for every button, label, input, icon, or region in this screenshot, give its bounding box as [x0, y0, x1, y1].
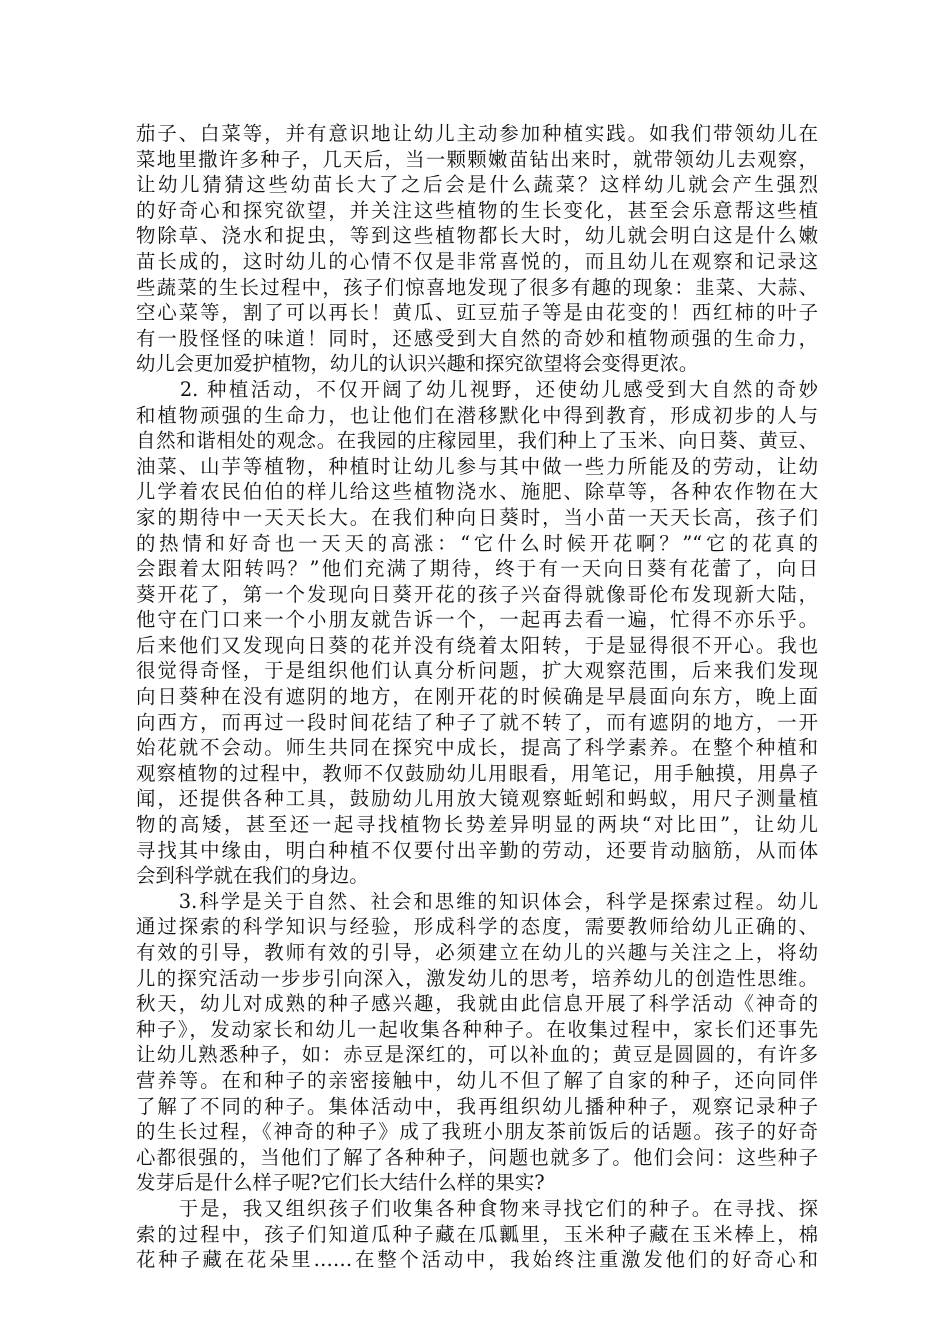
text-line: 秋天，幼儿对成熟的种子感兴趣，我就由此信息开展了科学活动《神奇的 — [136, 992, 818, 1016]
text-line: 菜地里撒许多种子，几天后，当一颗颗嫩苗钻出来时，就带领幼儿去观察， — [136, 147, 818, 171]
text-line: 和植物顽强的生命力，也让他们在潜移默化中得到教育，形成初步的人与 — [136, 403, 818, 427]
text-line: 物的高矮，甚至还一起寻找植物长势差异明显的两块“对比田”，让幼儿 — [136, 813, 818, 837]
text-line: 葵开花了，第一个发现向日葵开花的孩子兴奋得就像哥伦布发现新大陆， — [136, 582, 818, 606]
text-line: 会跟着太阳转吗？”他们充满了期待，终于有一天向日葵有花蕾了，向日 — [136, 557, 818, 581]
text-line: 会到科学就在我们的身边。 — [136, 864, 369, 888]
text-line: 后来他们又发现向日葵的花并没有绕着太阳转，于是显得很不开心。我也 — [136, 633, 818, 657]
text-line: 茄子、白菜等，并有意识地让幼儿主动参加种植实践。如我们带领幼儿在 — [136, 122, 818, 145]
text-line: 观察植物的过程中，教师不仅鼓励幼儿用眼看，用笔记，用手触摸，用鼻子 — [136, 761, 818, 785]
text-line: 儿学着农民伯伯的样儿给这些植物浇水、施肥、除草等，各种农作物在大 — [136, 480, 818, 504]
text-line: 向日葵种在没有遮阴的地方，在刚开花的时候确是早晨面向东方，晚上面 — [136, 685, 818, 709]
text-line: 的生长过程，《神奇的种子》成了我班小朋友茶前饭后的话题。孩子的好奇 — [136, 1120, 818, 1144]
text-line: 心都很强的，当他们了解了各种种子，问题也就多了。他们会问：这些种子 — [136, 1145, 818, 1169]
text-line: 他守在门口来一个小朋友就告诉一个，一起再去看一遍，忙得不亦乐乎。 — [136, 608, 818, 632]
text-line: 2. 种植活动，不仅开阔了幼儿视野，还使幼儿感受到大自然的奇妙 — [136, 377, 818, 401]
text-line: 发芽后是什么样子呢?它们长大结什么样的果实? — [136, 1171, 545, 1195]
text-line: 空心菜等，割了可以再长！黄瓜、豇豆茄子等是由花变的！西红柿的叶子 — [136, 301, 818, 325]
text-line: 花种子藏在花朵里……在整个活动中，我始终注重激发他们的好奇心和 — [136, 1248, 818, 1272]
text-line: 自然和谐相处的观念。在我园的庄稼园里，我们种上了玉米、向日葵、黄豆、 — [136, 429, 818, 453]
text-line: 很觉得奇怪，于是组织他们认真分析问题，扩大观察范围，后来我们发现 — [136, 659, 818, 683]
text-line: 让幼儿猜猜这些幼苗长大了之后会是什么蔬菜？这样幼儿就会产生强烈 — [136, 173, 818, 197]
text-line: 让幼儿熟悉种子，如：赤豆是深红的，可以补血的；黄豆是圆圆的，有许多 — [136, 1043, 818, 1067]
text-line: 寻找其中缘由，明白种植不仅要付出辛勤的劳动，还要肯动脑筋，从而体 — [136, 838, 818, 862]
text-line: 家的期待中一天天长大。在我们种向日葵时，当小苗一天天长高，孩子们 — [136, 505, 818, 529]
text-line: 营养等。在和种子的亲密接触中，幼儿不但了解了自家的种子，还向同伴 — [136, 1068, 818, 1092]
text-line: 3.科学是关于自然、社会和思维的知识体会，科学是探索过程。幼儿 — [136, 889, 818, 913]
text-line: 有一股怪怪的味道！同时，还感受到大自然的奇妙和植物顽强的生命力， — [136, 326, 818, 350]
text-line: 儿的探究活动一步步引向深入，激发幼儿的思考，培养幼儿的创造性思维。 — [136, 966, 818, 990]
document-body — [136, 121, 818, 1273]
text-line: 始花就不会动。师生共同在探究中成长，提高了科学素养。在整个种植和 — [136, 736, 818, 760]
text-line: 于是，我又组织孩子们收集各种食物来寻找它们的种子。在寻找、探 — [136, 1196, 818, 1220]
text-line: 向西方，而再过一段时间花结了种子了就不转了，而有遮阴的地方，一开 — [136, 710, 818, 734]
text-line: 幼儿会更加爱护植物，幼儿的认识兴趣和探究欲望将会变得更浓。 — [136, 352, 699, 376]
text-line: 些蔬菜的生长过程中，孩子们惊喜地发现了很多有趣的现象：韭菜、大蒜、 — [136, 275, 818, 299]
text-line: 种子》，发动家长和幼儿一起收集各种种子。在收集过程中，家长们还事先 — [136, 1017, 818, 1041]
text-line: 油菜、山芋等植物，种植时让幼儿参与其中做一些力所能及的劳动，让幼 — [136, 454, 818, 478]
text-line: 闻，还提供各种工具，鼓励幼儿用放大镜观察蚯蚓和蚂蚁，用尺子测量植 — [136, 787, 818, 811]
text-line: 的好奇心和探究欲望，并关注这些植物的生长变化，甚至会乐意帮这些植 — [136, 198, 818, 222]
text-line: 苗长成的，这时幼儿的心情不仅是非常喜悦的，而且幼儿在观察和记录这 — [136, 249, 818, 273]
text-line: 有效的引导，教师有效的引导，必须建立在幼儿的兴趣与关注之上，将幼 — [136, 941, 818, 964]
text-line: 物除草、浇水和捉虫，等到这些植物都长大时，幼儿就会明白这是什么嫩 — [136, 224, 818, 248]
text-line: 了解了不同的种子。集体活动中，我再组织幼儿播种种子，观察记录种子 — [136, 1094, 818, 1118]
text-line: 通过探索的科学知识与经验，形成科学的态度，需要教师给幼儿正确的、 — [136, 915, 818, 939]
text-line: 的热情和好奇也一天天的高涨：“它什么时候开花啊？”“它的花真的 — [136, 531, 818, 555]
text-line: 索的过程中，孩子们知道瓜种子藏在瓜瓤里，玉米种子藏在玉米棒上，棉 — [136, 1222, 818, 1246]
